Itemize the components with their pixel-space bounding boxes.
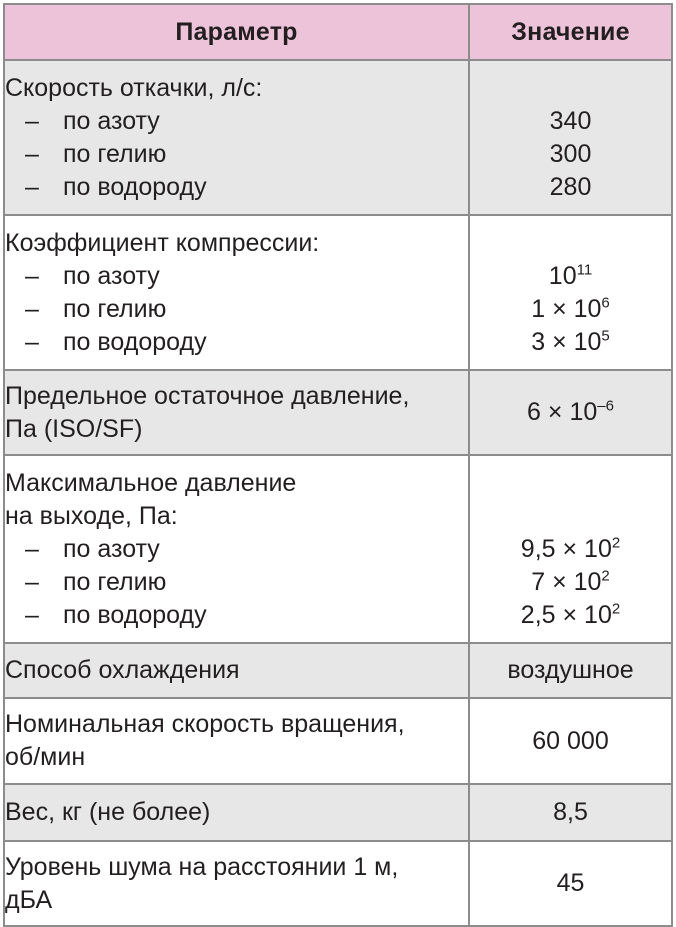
- param-label: Па (ISO/SF): [5, 414, 143, 443]
- param-label: на выходе, Па:: [5, 501, 178, 530]
- value-cell: [469, 841, 672, 926]
- value: $7 \times 10^2$: [531, 567, 610, 596]
- value: $6 \times 10^{-6}$: [527, 397, 614, 426]
- param-label: Предельное остаточное давление,: [5, 381, 410, 410]
- table-row: [4, 455, 672, 643]
- param-label: Уровень шума на расстоянии 1 м,: [5, 852, 399, 881]
- param-label: дБА: [5, 885, 53, 914]
- sub-item: – по азоту: [25, 534, 160, 563]
- param-cell: [4, 370, 469, 455]
- value-cell: [469, 698, 672, 784]
- sub-item: – по гелию: [25, 567, 167, 596]
- value: 8,5: [553, 798, 588, 826]
- param-cell: [4, 784, 469, 841]
- value: 45: [556, 869, 585, 897]
- sub-item: – по водороду: [25, 327, 207, 356]
- param-cell: [4, 841, 469, 926]
- param-cell: [4, 643, 469, 698]
- header-param: Параметр: [4, 4, 469, 60]
- param-label: Вес, кг (не более): [5, 798, 211, 826]
- sub-item: – по гелию: [25, 139, 167, 168]
- param-label: Скорость откачки, л/с:: [5, 73, 263, 102]
- value-cell: [469, 60, 672, 215]
- value: 340: [549, 106, 592, 135]
- value: 60 000: [532, 726, 609, 755]
- table-row: [4, 784, 672, 841]
- param-cell: [4, 698, 469, 784]
- value: $9,5 \times 10^2$: [520, 534, 621, 563]
- param-cell: [4, 455, 469, 643]
- value: $3 \times 10^5$: [531, 327, 610, 356]
- table-row: [4, 370, 672, 455]
- param-label: Номинальная скорость вращения,: [5, 710, 405, 738]
- param-label: об/мин: [5, 743, 86, 771]
- value-cell: [469, 370, 672, 455]
- value: 300: [549, 139, 592, 168]
- value: воздушное: [507, 656, 634, 684]
- param-label: Максимальное давление: [5, 468, 297, 497]
- table-row: [4, 698, 672, 784]
- spec-table: [3, 3, 673, 927]
- param-label: Коэффициент компрессии:: [5, 228, 320, 257]
- param-label: Способ охлаждения: [5, 656, 240, 684]
- header-value: Значение: [469, 4, 672, 60]
- param-cell: [4, 215, 469, 370]
- sub-item: – по азоту: [25, 261, 160, 290]
- sub-item: – по водороду: [25, 600, 207, 629]
- param-cell: [4, 60, 469, 215]
- value-cell: [469, 215, 672, 370]
- table-row: [4, 643, 672, 698]
- table-header-row: [4, 4, 672, 60]
- table-row: [4, 215, 672, 370]
- table-row: [4, 60, 672, 215]
- value-cell: [469, 784, 672, 841]
- sub-item: – по азоту: [25, 106, 160, 135]
- table-row: [4, 841, 672, 926]
- value: $1 \times 10^6$: [531, 294, 610, 323]
- value-cell: [469, 455, 672, 643]
- sub-item: – по гелию: [25, 294, 167, 323]
- value: $2,5 \times 10^2$: [520, 600, 621, 629]
- value: 280: [549, 172, 592, 201]
- value: $10^{11}$: [548, 261, 593, 290]
- sub-item: – по водороду: [25, 172, 207, 201]
- value-cell: [469, 643, 672, 698]
